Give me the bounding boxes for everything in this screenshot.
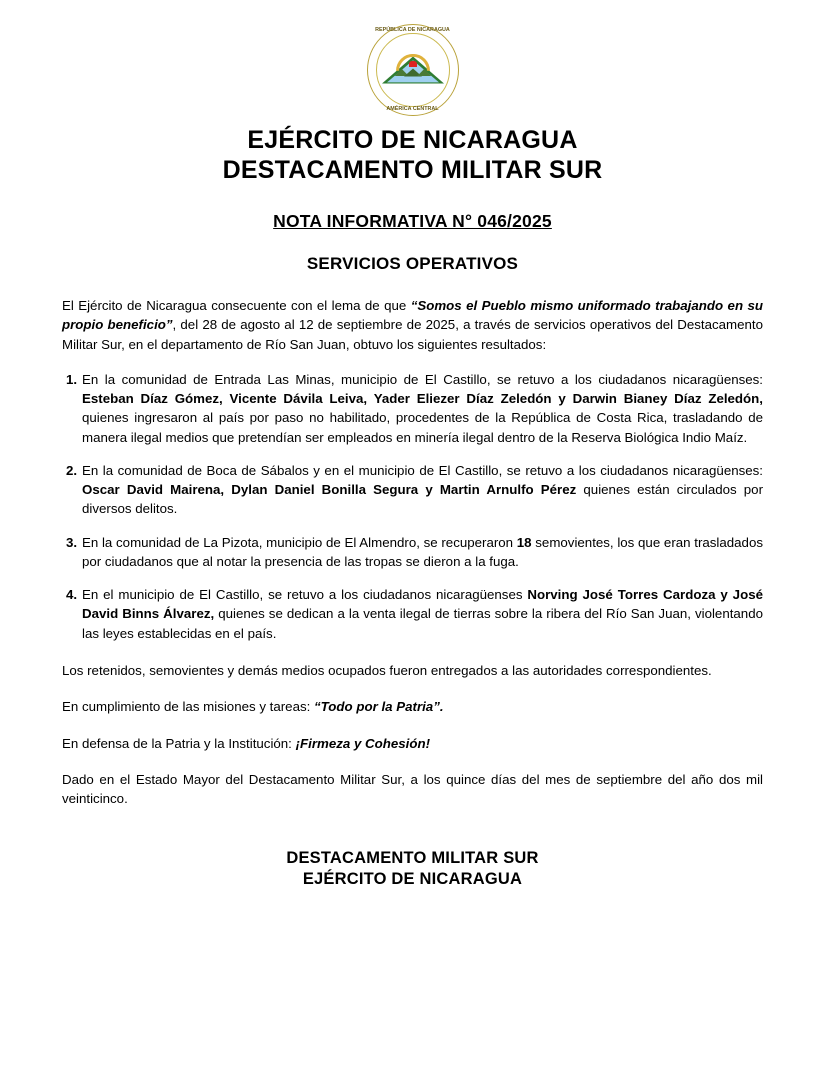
emblem-liberty-cap bbox=[409, 61, 417, 67]
list-item bbox=[62, 585, 763, 643]
closing-3-quote: ¡Firmeza y Cohesión! bbox=[295, 735, 431, 751]
list-item-text-b: quienes están circulados por diversos delitos. bbox=[82, 482, 764, 517]
emblem-arc-top-text: REPÚBLICA DE NICARAGUA bbox=[375, 27, 450, 33]
list-item-number: 3. bbox=[66, 534, 78, 550]
list-item-text bbox=[82, 370, 763, 447]
intro-motto: “Somos el Pueblo mismo uniformado trabajando en su propio beneficio” bbox=[62, 298, 763, 333]
list-item bbox=[62, 533, 763, 572]
closing-3-lead: En defensa de la Patria y la Institución: bbox=[62, 735, 296, 751]
signature-line-1: DESTACAMENTO MILITAR SUR bbox=[286, 849, 539, 868]
closing-paragraph-4: Dado en el Estado Mayor del Destacamento Militar Sur, a los quince días del mes de septiembre del año dos mil veinticinco. bbox=[62, 771, 763, 807]
emblem-container bbox=[62, 24, 763, 116]
list-item-text-a: En la comunidad de La Pizota, municipio de El Almendro, se recuperaron bbox=[82, 534, 517, 550]
list-item-number: 4. bbox=[66, 587, 78, 603]
nicaragua-coat-of-arms-icon bbox=[367, 24, 459, 116]
closing-paragraph-2 bbox=[62, 697, 763, 716]
emblem-volcano-right bbox=[417, 69, 431, 76]
note-number-title: NOTA INFORMATIVA N° 046/2025 bbox=[273, 211, 552, 231]
results-list bbox=[62, 370, 763, 643]
list-item-text-a: En el municipio de El Castillo, se retuvo a los ciudadanos nicaragüenses bbox=[82, 587, 528, 603]
list-item-text-b: quienes ingresaron al país por paso no habilitado, procedentes de la República de Costa Rica, trasladando de manera ilegal medios que pretendían ser empleados en minería ilegal dentro de la Reserva Biológica Indio Maíz. bbox=[82, 410, 763, 445]
list-item-number: 2. bbox=[66, 462, 78, 478]
emblem-arc-bottom-text: AMÉRICA CENTRAL bbox=[386, 106, 439, 112]
list-item-names: Oscar David Mairena, Dylan Daniel Bonilla Segura y Martin Arnulfo Pérez bbox=[82, 482, 577, 498]
closing-paragraph-3 bbox=[62, 734, 763, 753]
section-title: SERVICIOS OPERATIVOS bbox=[306, 254, 519, 273]
page-title-line-2: DESTACAMENTO MILITAR SUR bbox=[222, 155, 603, 184]
list-item-text bbox=[82, 585, 763, 643]
intro-part-2: , del 28 de agosto al 12 de septiembre de 2025, a través de servicios operativos del Destacamento Militar Sur, en el departamento de Río San Juan, obtuvo los siguientes resultados: bbox=[62, 317, 763, 352]
list-item-text-b: quienes se dedican a la venta ilegal de tierras sobre la ribera del Río San Juan, violentando las leyes establecidas en el país. bbox=[82, 606, 763, 641]
list-item-text-a: En la comunidad de Entrada Las Minas, municipio de El Castillo, se retuvo a los ciudadanos nicaragüenses: bbox=[82, 371, 763, 387]
list-item-number: 1. bbox=[66, 371, 78, 387]
list-item-names: Esteban Díaz Gómez, Vicente Dávila Leiva, Yader Eliezer Díaz Zeledón y Darwin Bianey Díaz Zeledón, bbox=[82, 391, 763, 407]
list-item-text-a: En la comunidad de Boca de Sábalos y en el municipio de El Castillo, se retuvo a los ciudadanos nicaragüenses: bbox=[82, 462, 763, 478]
list-item-names: Norving José Torres Cardoza y José David Binns Álvarez, bbox=[82, 587, 763, 622]
list-item-text-b: semovientes, los que eran trasladados por ciudadanos que al notar la presencia de las tropas se dieron a la fuga. bbox=[82, 534, 763, 569]
closing-2-lead: En cumplimiento de las misiones y tareas: bbox=[62, 699, 315, 715]
closing-paragraph-1: Los retenidos, semovientes y demás medios ocupados fueron entregados a las autoridades correspondientes. bbox=[62, 662, 712, 678]
list-item-text bbox=[82, 461, 763, 519]
list-item-names: 18 bbox=[516, 534, 532, 550]
list-item bbox=[62, 370, 763, 447]
page-title bbox=[62, 126, 763, 185]
closing-2-quote: “Todo por la Patria”. bbox=[314, 699, 444, 715]
list-item bbox=[62, 461, 763, 519]
signature-line-2: EJÉRCITO DE NICARAGUA bbox=[302, 869, 523, 888]
intro-paragraph bbox=[62, 296, 763, 354]
page-title-line-1: EJÉRCITO DE NICARAGUA bbox=[247, 126, 578, 154]
list-item-text bbox=[82, 533, 763, 572]
intro-part-1: El Ejército de Nicaragua consecuente con el lema de que bbox=[62, 298, 411, 313]
signature-block bbox=[62, 848, 763, 889]
